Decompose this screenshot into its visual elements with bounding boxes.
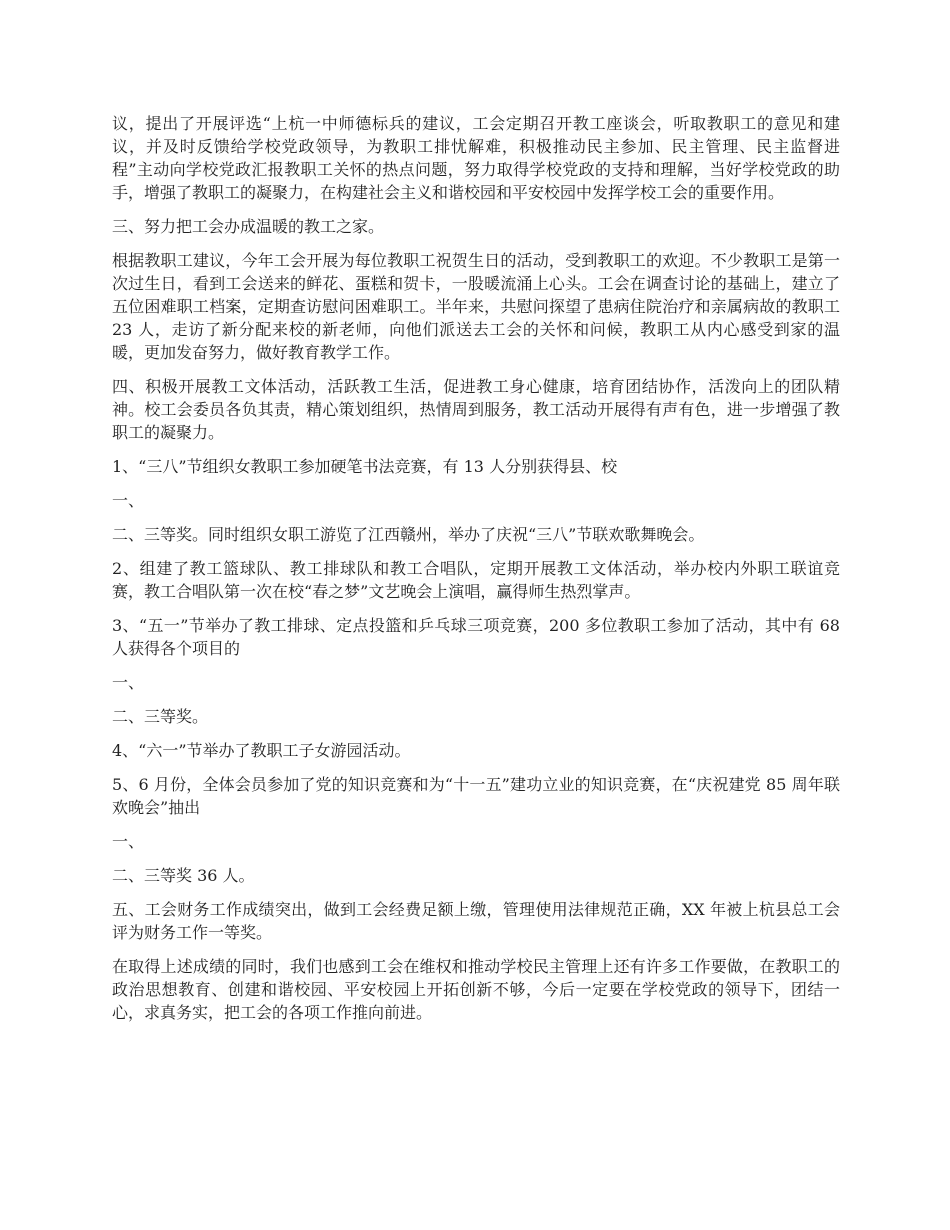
- paragraph-4-heading: 四、积极开展教工文体活动，活跃教工生活，促进教工身心健康，培育团结协作，活泼向上的团队精神。校工会委员各负其责，精心策划组织，热情周到服务，教工活动开展得有声有色，进一步增强了教职工的凝聚力。: [112, 377, 840, 442]
- list-item-5: 5、6 月份，全体会员参加了党的知识竞赛和为“十一五”建功立业的知识竞赛，在“庆祝建党 85 周年联欢晚会”抽出: [112, 775, 840, 817]
- list-item-5-fragment: 一、: [112, 832, 145, 851]
- paragraph-closing: 在取得上述成绩的同时，我们也感到工会在维权和推动学校民主管理上还有许多工作要做，在教职工的政治思想教育、创建和谐校园、平安校园上开拓创新不够，今后一定要在学校党政的领导下，团结一心，求真务实，把工会的各项工作推向前进。: [112, 957, 840, 1022]
- list-item-5-continuation: 二、三等奖 36 人。: [112, 866, 255, 885]
- list-item-2: 2、组建了教工篮球队、教工排球队和教工合唱队，定期开展教工文体活动，举办校内外职工联谊竞赛，教工合唱队第一次在校“春之梦”文艺晚会上演唱，赢得师生热烈掌声。: [112, 559, 840, 601]
- list-item-3: 3、“五一”节举办了教工排球、定点投篮和乒乓球三项竞赛，200 多位教职工参加了活动，其中有 68 人获得各个项目的: [112, 616, 840, 658]
- list-item-3-continuation: 二、三等奖。: [112, 707, 209, 726]
- list-item-1-continuation: 二、三等奖。同时组织女职工游览了江西赣州，举办了庆祝“三八”节联欢歌舞晚会。: [112, 525, 705, 544]
- paragraph-2-heading: 三、努力把工会办成温暖的教工之家。: [112, 217, 385, 236]
- document-page: [112, 112, 840, 1035]
- paragraph-5-heading: 五、工会财务工作成绩突出，做到工会经费足额上缴，管理使用法律规范正确，XX 年被上杭县总工会评为财务工作一等奖。: [112, 900, 840, 942]
- list-item-1: 1、“三八”节组织女教职工参加硬笔书法竞赛，有 13 人分别获得县、校: [112, 457, 618, 476]
- paragraph-1: 议，提出了开展评选“上杭一中师德标兵的建议，工会定期召开教工座谈会，听取教职工的意见和建议，并及时反馈给学校党政领导，为教职工排忧解难，积极推动民主参加、民主管理、民主监督进程”主动向学校党政汇报教职工关怀的热点问题，努力取得学校党政的支持和理解，当好学校党政的助手，增强了教职工的凝聚力，在构建社会主义和谐校园和平安校园中发挥学校工会的重要作用。: [112, 114, 840, 202]
- list-item-3-fragment: 一、: [112, 673, 145, 692]
- list-item-4: 4、“六一”节举办了教职工子女游园活动。: [112, 741, 411, 760]
- list-item-1-fragment: 一、: [112, 491, 145, 510]
- paragraph-3: 根据教职工建议，今年工会开展为每位教职工祝贺生日的活动，受到教职工的欢迎。不少教职工是第一次过生日，看到工会送来的鲜花、蛋糕和贺卡，一股暖流涌上心头。工会在调查讨论的基础上，建立了五位困难职工档案，定期查访慰问困难职工。半年来，共慰问探望了患病住院治疗和亲属病故的教职工 23 人，走访了新分配来校的新老师，向他们派送去工会的关怀和问候，教职工从内心感受到家的温暖，更加发奋努力，做好教育教学工作。: [112, 251, 840, 362]
